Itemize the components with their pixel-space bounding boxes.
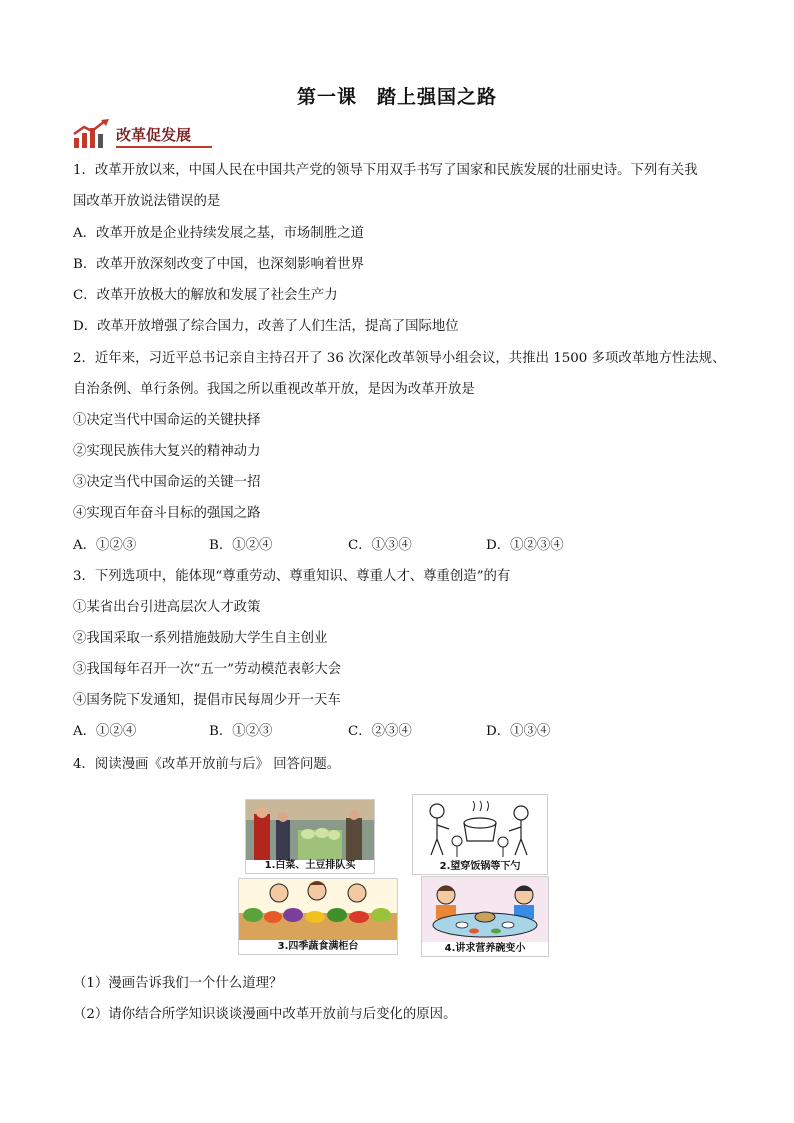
comic-panel-3	[238, 878, 398, 955]
q3-stem: 3．下列选项中，能体现“尊重劳动、尊重知识、尊重人才、尊重创造”的有	[73, 569, 511, 584]
q1-stem-line2: 国改革开放说法错误的是	[73, 194, 221, 209]
q2-choice-a: A．①②③	[73, 538, 137, 553]
section-underline	[116, 146, 212, 148]
q2-choice-d: D．①②③④	[486, 538, 564, 553]
q2-stem-line1: 2．近年来，习近平总书记亲自主持召开了 36 次深化改革领导小组会议，共推出 1500 多项改革地方性法规、	[73, 351, 726, 366]
comic-caption-2: 2.望穿饭锅等下勺	[439, 861, 521, 872]
q1-option-c: C．改革开放极大的解放和发展了社会生产力	[73, 288, 338, 303]
q3-item-4: ④国务院下发通知，提倡市民每周少开一天车	[73, 693, 341, 708]
waiting-pot-sketch	[413, 795, 547, 859]
q1-option-b: B．改革开放深刻改变了中国，也深刻影响着世界	[73, 257, 365, 272]
q3-item-1: ①某省出台引进高层次人才政策	[73, 600, 261, 615]
q2-stem-line2: 自治条例、单行条例。我国之所以重视改革开放，是因为改革开放是	[73, 382, 475, 397]
q4-subquestion-1: （1）漫画告诉我们一个什么道理？	[73, 976, 283, 991]
family-meal-cartoon	[422, 877, 548, 942]
q2-item-2: ②实现民族伟大复兴的精神动力	[73, 444, 261, 459]
q1-option-d: D．改革开放增强了综合国力，改善了人们生活，提高了国际地位	[73, 319, 459, 334]
section-header	[72, 118, 212, 150]
rising-chart-icon	[72, 118, 112, 150]
comic-caption-1: 1.白菜、土豆排队买	[264, 860, 356, 871]
q3-item-2: ②我国采取一系列措施鼓励大学生自主创业	[73, 631, 328, 646]
vegetable-counter-cartoon	[239, 879, 397, 940]
q3-choice-d: D．①③④	[486, 724, 551, 739]
comic-panel-1	[245, 799, 375, 874]
q2-choice-c: C．①③④	[348, 538, 412, 553]
q2-item-4: ④实现百年奋斗目标的强国之路	[73, 506, 261, 521]
q3-choice-c: C．②③④	[348, 724, 412, 739]
q3-choice-a: A．①②④	[73, 724, 137, 739]
comic-panel-2	[412, 794, 548, 875]
q4-subquestion-2: （2）请你结合所学知识谈谈漫画中改革开放前与后变化的原因。	[73, 1007, 457, 1022]
q4-stem: 4．阅读漫画《改革开放前与后》 回答问题。	[73, 757, 341, 772]
comic-caption-4: 4.讲求营养碗变小	[444, 943, 526, 954]
queue-photo-illustration	[246, 800, 374, 860]
q2-item-1: ①决定当代中国命运的关键抉择	[73, 413, 261, 428]
comic-caption-3: 3.四季蔬食满柜台	[277, 941, 359, 952]
q1-stem-line1: 1．改革开放以来，中国人民在中国共产党的领导下用双手书写了国家和民族发展的壮丽史诗。下列有关我	[73, 163, 698, 178]
comic-panel-4	[421, 876, 549, 957]
q3-item-3: ③我国每年召开一次“五一”劳动模范表彰大会	[73, 662, 342, 677]
q3-choice-b: B．①②③	[209, 724, 273, 739]
section-label: 改革促发展	[116, 126, 192, 144]
q2-item-3: ③决定当代中国命运的关键一招	[73, 475, 261, 490]
q1-option-a: A．改革开放是企业持续发展之基，市场制胜之道	[73, 226, 364, 241]
page-title: 第一课 踏上强国之路	[296, 86, 497, 108]
q2-choice-b: B．①②④	[209, 538, 273, 553]
